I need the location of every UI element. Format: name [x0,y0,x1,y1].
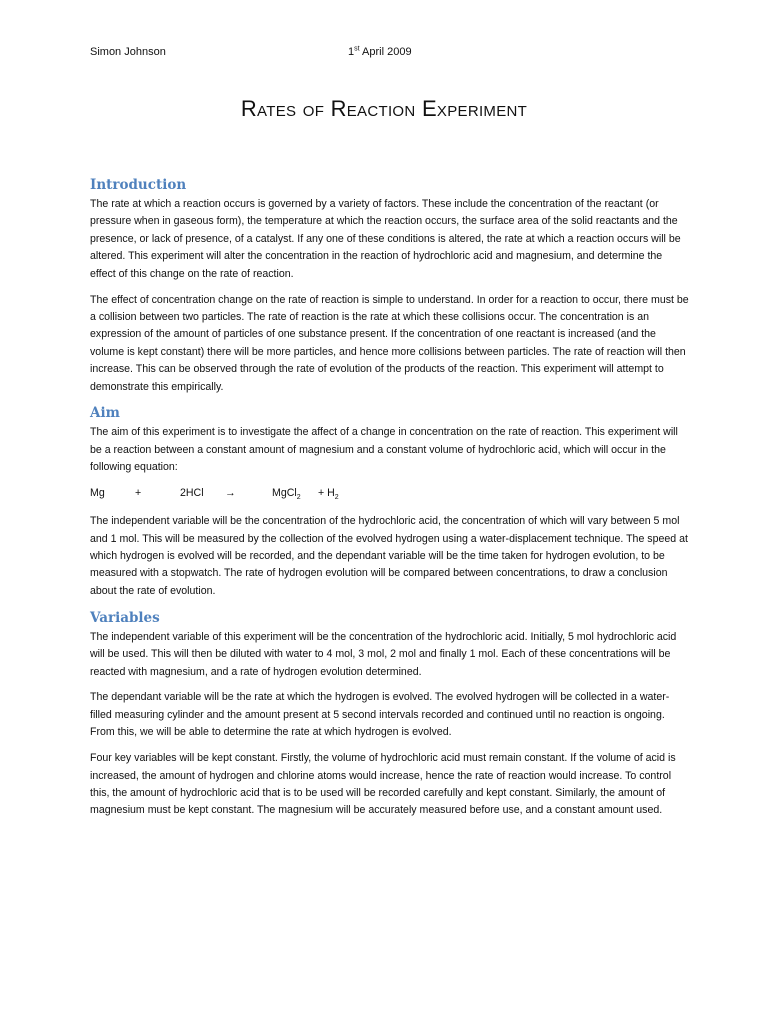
section-variables [90,609,690,820]
document-title: Rates of Reaction Experiment [240,96,528,121]
section-aim [90,404,690,600]
introduction-paragraph-2: The effect of concentration change on the rate of reaction is simple to understand. In order for a reaction to occur, there must be a collision between two particles. The rate of reaction is the rate at which these collisions occur. The concentration is an expression of the amount of particles of one substance present. If the concentration of one reactant is increased (and the volume is kept constant) there will be more particles, and hence more collisions between particles. The rate of reaction will then increase. This can be observed through the rate of evolution of the products of the reaction. This experiment will attempt to demonstrate this empirically. [90,293,689,393]
chemical-equation [90,485,690,502]
aim-paragraph-1: The aim of this experiment is to investigate the affect of a change in concentration on the rate of reaction. This experiment will be a reaction between a constant amount of magnesium and a constant volume of hydrochloric acid, which will occur in the following equation: [90,426,678,474]
date-suffix: st [354,45,360,53]
date-month-year: April 2009 [359,46,412,58]
introduction-paragraph-1: The rate at which a reaction occurs is governed by a variety of factors. These include the concentration of the reactant (or pressure when in gaseous form), the temperature at which the reaction occurs, the surface area of the solid reactants and the presence, or lack of presence, of a catalyst. If any one of these conditions is altered, the rate at which a reaction occurs will be altered. This experiment will alter the concentration in the reaction of hydrochloric acid and magnesium, and determine the effect of this change on the rate of reaction. [90,198,681,280]
equation-product-mgcl2 [272,485,318,502]
variables-paragraph-3: Four key variables will be kept constant. Firstly, the volume of hydrochloric acid must remain constant. If the volume of acid is increased, the amount of hydrogen and chlorine atoms would increase, hence the rate of reaction would increase. To control this, the amount of hydrochloric acid that is to be used will be recorded carefully and kept constant. Similarly, the amount of magnesium must be kept constant. The magnesium will be accurately measured before use, and a constant amount used. [90,752,676,817]
aim-paragraph-2: The independent variable will be the concentration of the hydrochloric acid, the concentration of which will vary between 5 mol and 1 mol. This will be measured by the collection of the evolved hydrogen using a water-displacement technique. The speed at which hydrogen is evolved will be recorded, and the dependant variable will be the time taken for hydrogen evolution, to be measured with a stopwatch. The rate of hydrogen evolution will be compared between concentrations, to draw a conclusion about the rate of evolution. [90,515,688,597]
variables-paragraph-2: The dependant variable will be the rate at which the hydrogen is evolved. The evolved hydrogen will be collected in a water-filled measuring cylinder and the amount present at 5 second intervals recorded and continued until no reaction is ongoing. From this, we will be able to determine the rate at which hydrogen is evolved. [90,691,670,739]
header-date [348,45,412,59]
h2-prefix: + H [318,487,335,500]
h2-subscript: 2 [334,494,339,502]
equation-product-h2 [318,485,339,502]
date-day: 1 [348,46,355,58]
equation-reactant-mg: Mg [90,487,105,500]
mgcl-subscript: 2 [296,494,301,502]
equation-reactant-hcl: 2HCl [180,487,204,500]
section-introduction [90,176,690,396]
heading-aim: Aim [90,405,120,422]
header-author: Simon Johnson [90,46,166,58]
variables-paragraph-1: The independent variable of this experiment will be the concentration of the hydrochloric acid. Initially, 5 mol hydrochloric acid will be used. This will then be diluted with water to 4 mol, 3 mol, 2 mol and finally 1 mol. Each of these concentrations will be reacted with magnesium, and a rate of hydrogen evolution determined. [90,630,677,678]
document-body [90,176,690,828]
heading-variables: Variables [90,609,160,626]
equation-arrow: → [225,487,236,500]
mgcl-base: MgCl [272,487,297,500]
heading-introduction: Introduction [90,177,187,193]
equation-plus: + [135,487,142,500]
